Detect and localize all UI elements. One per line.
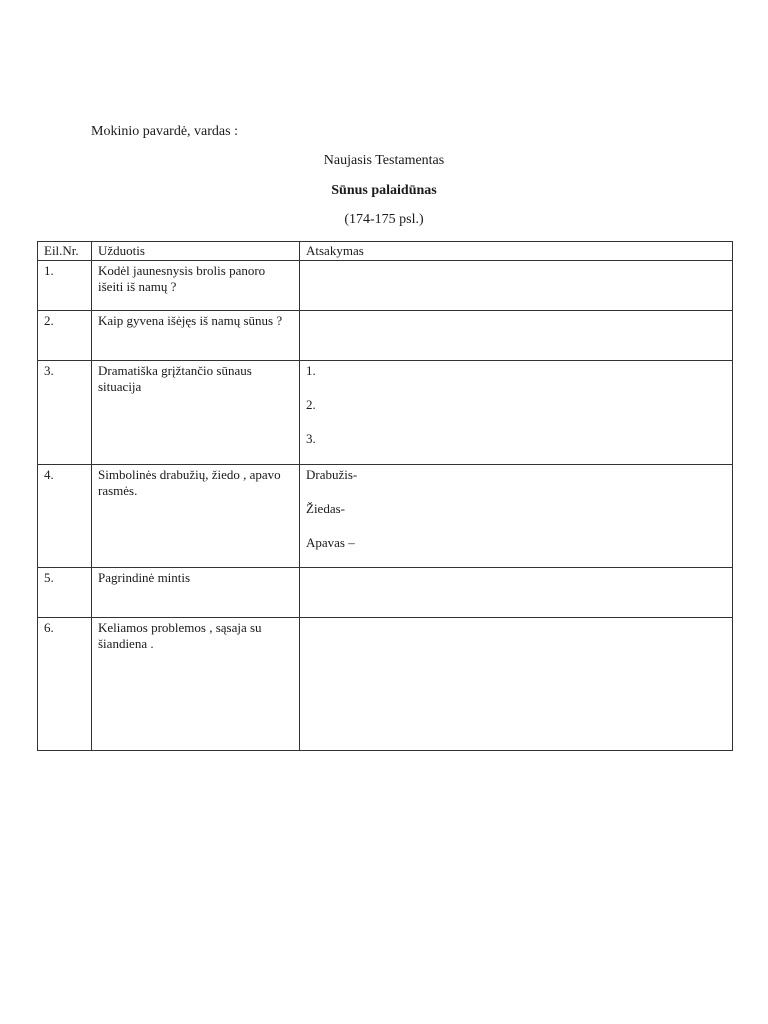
task-text: Kodėl jaunesnysis brolis panoro išeiti iš namų ? [92,261,300,311]
answer-line: 1. [306,363,316,378]
answer-cell[interactable] [300,568,733,618]
column-header-task: Užduotis [92,242,300,261]
row-number: 1. [38,261,92,311]
answer-cell[interactable] [300,311,733,361]
row-number: 2. [38,311,92,361]
answer-line: 2. [306,397,316,412]
answer-line: Drabužis- [306,467,358,482]
answer-cell[interactable] [300,261,733,311]
column-header-answer: Atsakymas [300,242,733,261]
task-text: Keliamos problemos , sąsaja su šiandiena . [92,618,300,751]
answer-cell[interactable] [300,361,733,465]
student-name-label: Mokinio pavardė, vardas : [91,124,238,139]
task-text: Dramatiška grįžtančio sūnaus situacija [92,361,300,465]
table-row [38,618,733,751]
table-row [38,261,733,311]
table-header-row [38,242,733,261]
row-number: 6. [38,618,92,751]
row-number: 4. [38,465,92,568]
answer-line: Apavas – [306,535,355,550]
page-reference: (174-175 psl.) [344,212,424,227]
column-header-number: Eil.Nr. [38,242,92,261]
table-row [38,311,733,361]
answer-line: 3. [306,431,316,446]
table-row [38,568,733,618]
subject-heading: Naujasis Testamentas [323,153,445,168]
answer-line: Žiedas- [306,501,345,516]
page-title: Sūnus palaidūnas [331,183,437,198]
answer-cell[interactable] [300,465,733,568]
task-text: Kaip gyvena išėjęs iš namų sūnus ? [92,311,300,361]
task-text: Simbolinės drabužių, žiedo , apavo rasmės. [92,465,300,568]
table-row [38,361,733,465]
table-row [38,465,733,568]
task-table [37,241,733,751]
row-number: 3. [38,361,92,465]
answer-cell[interactable] [300,618,733,751]
task-text: Pagrindinė mintis [92,568,300,618]
row-number: 5. [38,568,92,618]
